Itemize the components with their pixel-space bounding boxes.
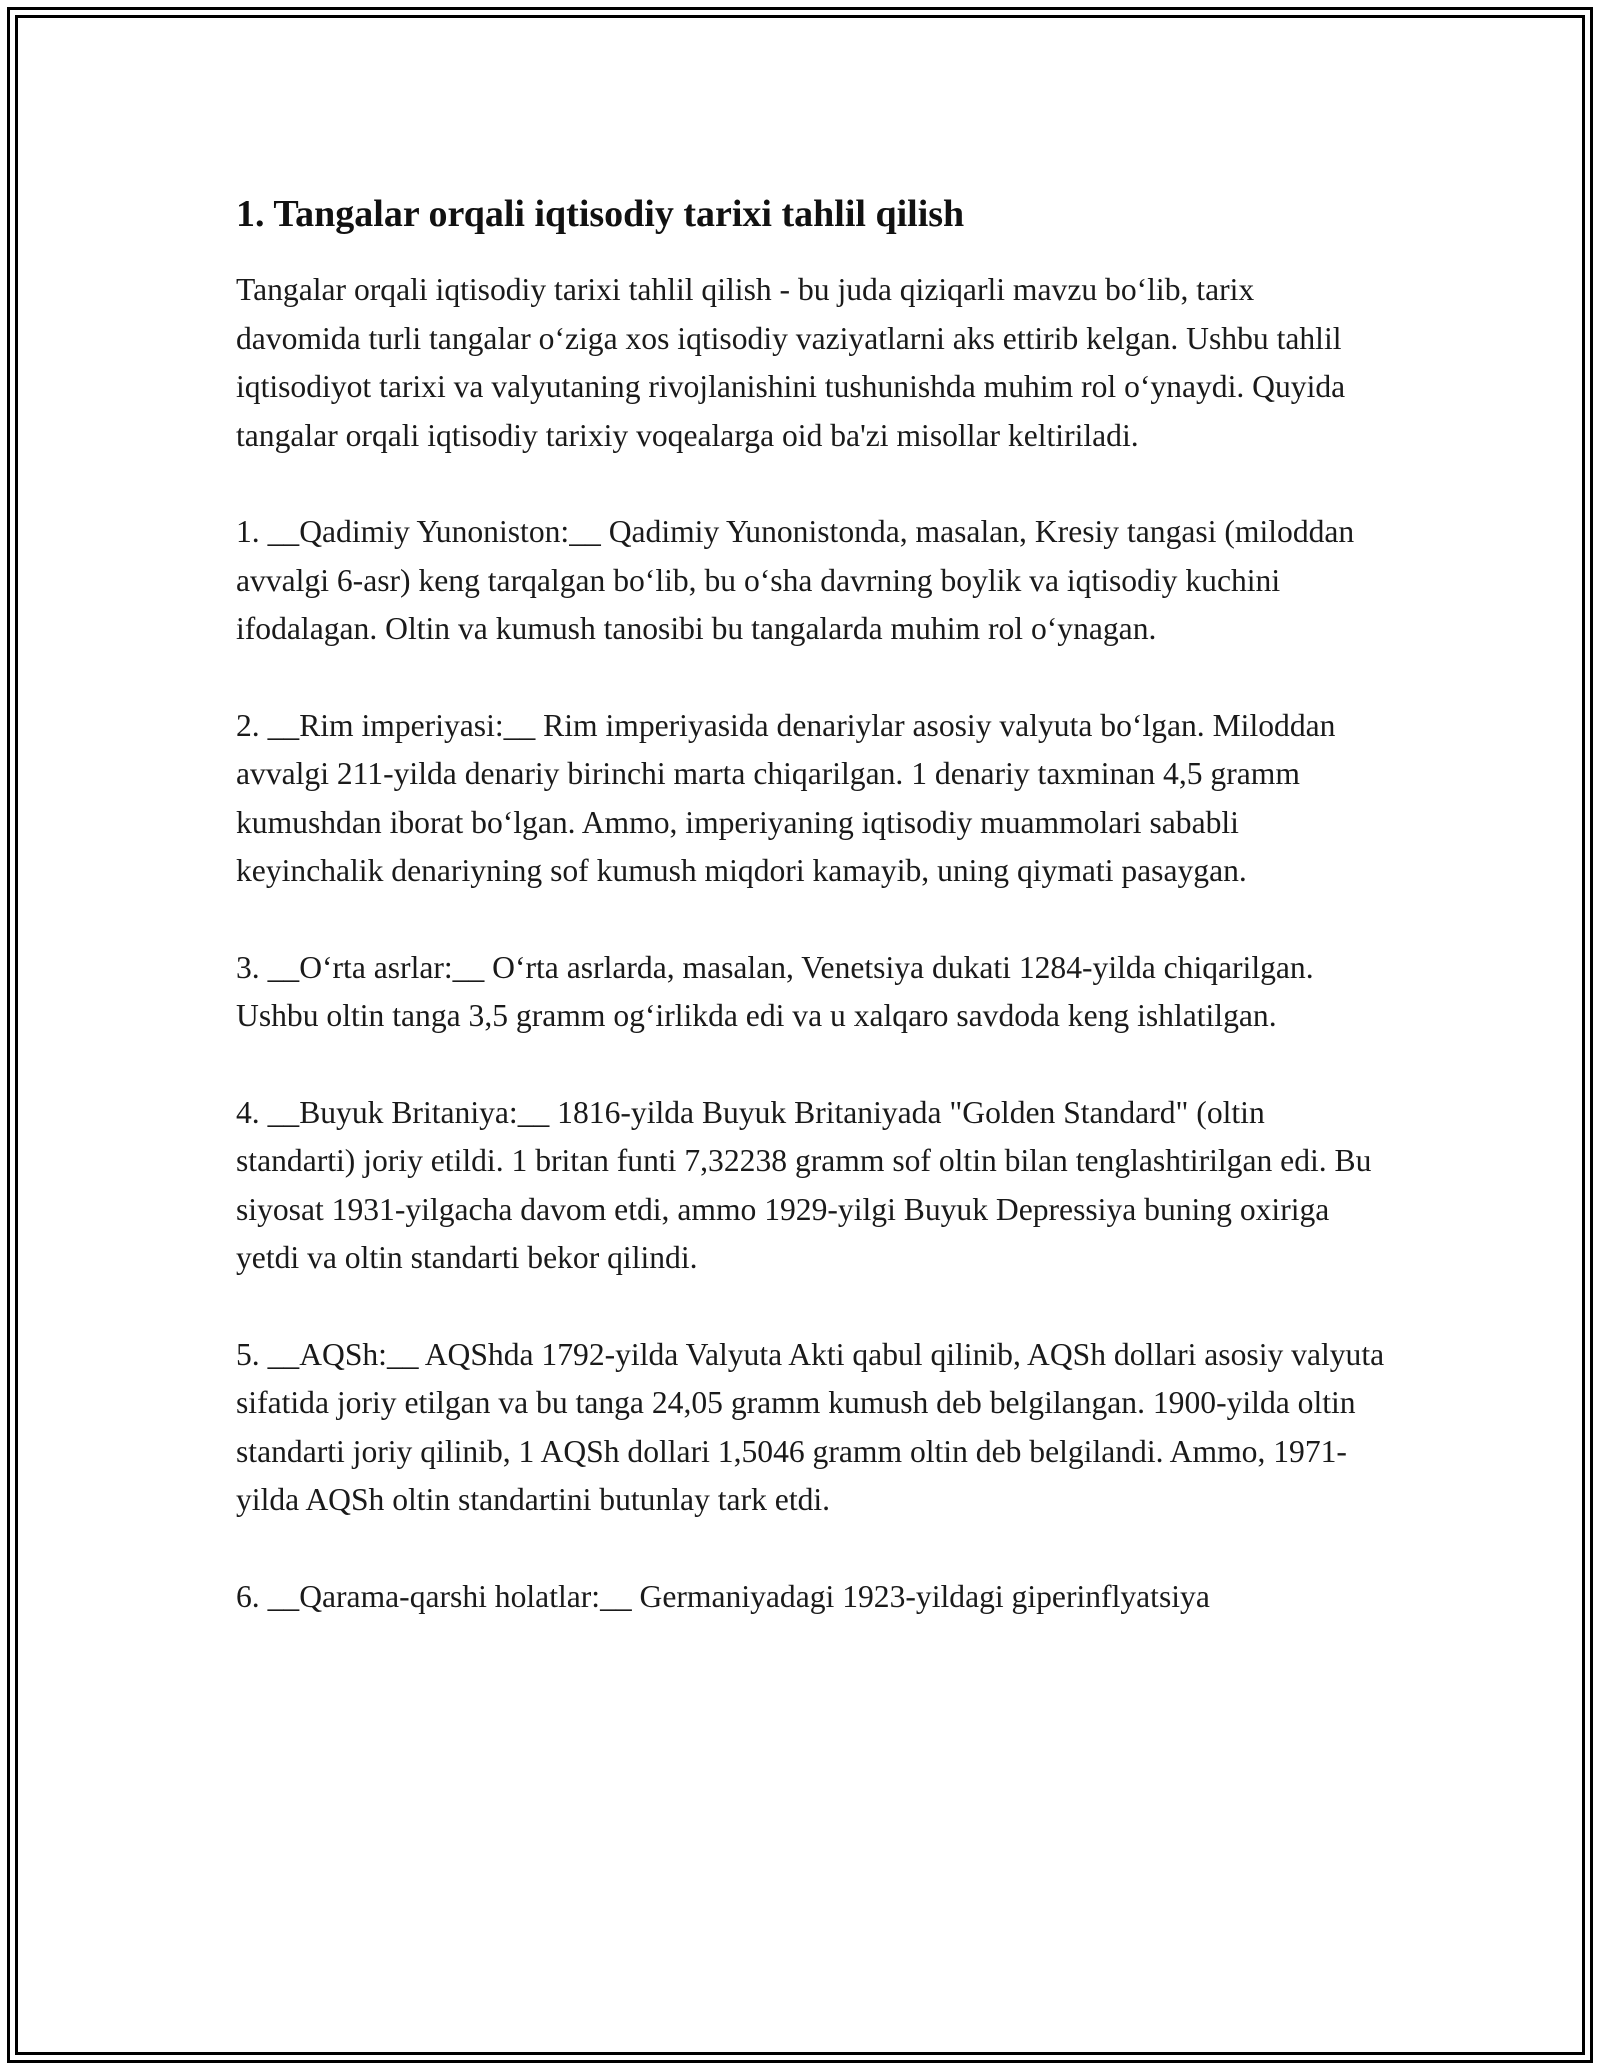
section-usa: 5. __AQSh:__ AQShda 1792-yilda Valyuta Akti qabul qilinib, AQSh dollari asosiy valyuta sifatida joriy etilgan va bu tanga 24,05 gramm kumush deb belgilangan. 1900-yilda oltin standarti joriy qilinib, 1 AQSh dollari 1,5046 gramm oltin deb belgilandi. Ammo, 1971-yilda AQSh oltin standartini butunlay tark etdi. <box>236 1336 1385 1517</box>
section-middle-ages: 3. __O‘rta asrlar:__ O‘rta asrlarda, masalan, Venetsiya dukati 1284-yilda chiqarilgan. Ushbu oltin tanga 3,5 gramm og‘irlikda edi va u xalqaro savdoda keng ishlatilgan. <box>236 949 1314 1033</box>
document-body <box>236 188 1386 1669</box>
section-great-britain: 4. __Buyuk Britaniya:__ 1816-yilda Buyuk Britaniyada "Golden Standard" (oltin standarti) joriy etildi. 1 britan funti 7,32238 gramm sof oltin bilan tenglashtirilgan edi. Bu siyosat 1931-yilgacha davom etdi, ammo 1929-yilgi Buyuk Depressiya buning oxiriga yetdi va oltin standarti bekor qilindi. <box>236 1094 1372 1275</box>
intro-paragraph: Tangalar orqali iqtisodiy tarixi tahlil qilish - bu juda qiziqarli mavzu bo‘lib, tarix davomida turli tangalar o‘ziga xos iqtisodiy vaziyatlarni aks ettirib kelgan. Ushbu tahlil iqtisodiyot tarixi va valyutaning rivojlanishini tushunishda muhim rol o‘ynaydi. Quyida tangalar orqali iqtisodiy tarixiy voqealarga oid ba'zi misollar keltiriladi. <box>236 272 1346 453</box>
section-roman-empire: 2. __Rim imperiyasi:__ Rim imperiyasida denariylar asosiy valyuta bo‘lgan. Miloddan avvalgi 211-yilda denariy birinchi marta chiqarilgan. 1 denariy taxminan 4,5 gramm kumushdan iborat bo‘lgan. Ammo, imperiyaning iqtisodiy muammolari sababli keyinchalik denariyning sof kumush miqdori kamayib, uning qiymati pasaygan. <box>236 707 1336 888</box>
document-heading: 1. Tangalar orqali iqtisodiy tarixi tahlil qilish <box>236 193 965 235</box>
section-ancient-greece: 1. __Qadimiy Yunoniston:__ Qadimiy Yunonistonda, masalan, Kresiy tangasi (miloddan avvalgi 6-asr) keng tarqalgan bo‘lib, bu o‘sha davrning boylik va iqtisodiy kuchini ifodalagan. Oltin va kumush tanosibi bu tangalarda muhim rol o‘ynagan. <box>236 514 1355 646</box>
section-contrasting-cases: 6. __Qarama-qarshi holatlar:__ Germaniyadagi 1923-yildagi giperinflyatsiya <box>236 1578 1210 1614</box>
